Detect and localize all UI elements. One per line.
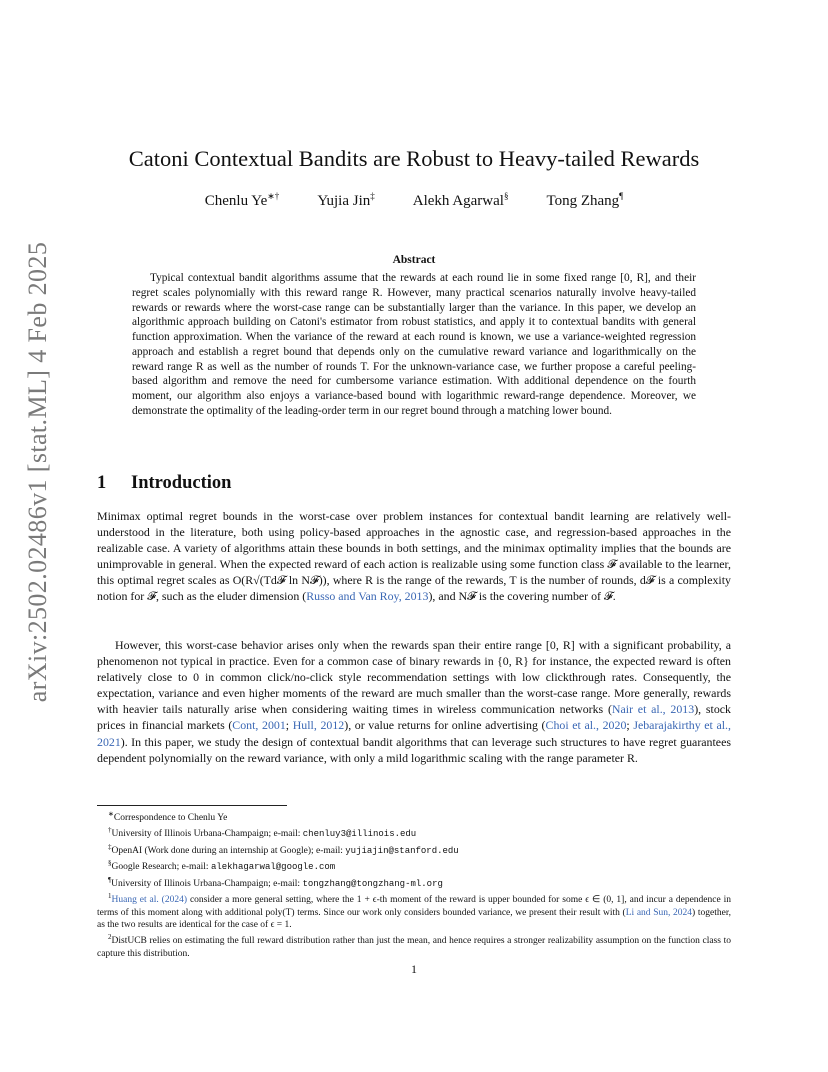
author: Tong Zhang¶ [546,191,624,209]
footnote: §Google Research; e-mail: alekhagarwal@google.com [108,859,336,873]
intro-paragraph: Minimax optimal regret bounds in the worst-case over problem instances for contextual bandit learning are relatively well-understood in the literature, both using policy-based approaches in the agnostic case, and regression-based approaches in the realizable case. A variety of algorithms attain these bounds in both settings, and the minimax optimality implies that the bounds are unimprovable in general. When the expected reward of each action is realizable using some function class 𝓕 available to the learner, this optimal regret scales as O(R√(Td𝓕 ln N𝓕)), where R is the range of the rewards, T is the number of rounds, d𝓕 is a complexity notion for 𝓕, such as the eluder dimension (Russo and Van Roy, 2013), and N𝓕 is the covering number of 𝓕. [97,509,731,604]
section-number: 1 [97,473,107,493]
citation-link[interactable]: Hull, 2012 [292,718,345,733]
footnote: ‡OpenAI (Work done during an internship at Google); e-mail: yujiajin@stanford.edu [108,842,459,857]
email[interactable]: alekhagarwal@google.com [210,862,336,873]
citation-link[interactable]: Huang et al. (2024) [111,895,188,906]
citation-link[interactable]: Russo and Van Roy, 2013 [306,589,429,604]
author: Chenlu Ye∗† [204,191,280,209]
footnote: $^2$DistUCB relies on estimating the full reward distribution rather than just the mean, and hence requires a stronger realizability assumption on the function class to capture this distribution. [97,933,731,959]
email[interactable]: tongzhang@tongzhang-ml.org [302,878,443,889]
abstract-heading: Abstract [392,254,436,266]
footnote: $^1$Huang et al. (2024) consider a more general setting, where the 1 + ϵ-th moment of the reward is upper bounded for some ϵ ∈ (0, 1], and incur a dependence in terms of this moment along with additional poly(T) terms. Since our work only considers bounded variance, we present their result with (Li and Sun, 2024) together, as the two results are identical for the case of ϵ = 1. [97,892,731,931]
author-list [97,191,731,210]
email[interactable]: yujiajin@stanford.edu [345,846,459,857]
abstract-text: Typical contextual bandit algorithms assume that the rewards at each round lie in some fixed range [0, R], and their regret scales polynomially with this reward range R. However, many practical scenarios naturally involve heavy-tailed rewards or rewards where the worst-case range can be substantially larger than the variance. In this paper, we develop an algorithmic approach building on Catoni's estimator from robust statistics, and apply it to contextual bandits with general function approximation. When the variance of the reward at each round is known, we use a variance-weighted regression approach and establish a regret bound that depends only on the cumulative reward variance and logarithmically on the reward range R as well as the number of rounds T. For the unknown-variance case, we further propose a careful peeling-based algorithm and remove the need for cumbersome variance estimation. With additional dependence on the fourth moment, our algorithm also enjoys a variance-based bound with logarithmic reward-range dependence. Moreover, we demonstrate the optimality of the leading-order term in our regret bound through a matching lower bound. [132,272,696,417]
author: Alekh Agarwal§ [412,191,509,209]
section-heading [97,473,231,494]
arxiv-identifier: arXiv:2502.02486v1 [stat.ML] 4 Feb 2025 [23,241,53,703]
intro-paragraph: However, this worst-case behavior arises only when the rewards span their entire range [0, R] with a significant probability, a phenomenon not typical in practice. Even for a common case of binary rewards in {0, R} for instance, the expected reward is often relatively close to 0 in common click/no-click style recommendation settings with low clickthrough rates. Consequently, the expectation, variance and even higher moments of the reward are much smaller than the worst-case range. More generally, rewards with heavier tails naturally arise when considering waiting times in wireless communication networks (Nair et al., 2013), stock prices in financial markets (Cont, 2001; Hull, 2012), or value returns for online advertising (Choi et al., 2020; Jebarajakirthy et al., 2021). In this paper, we study the design of contextual bandit algorithms that can leverage such structures to have regret guarantees dependent polynomially on the reward variance, with only a mild logarithmic scaling with the range parameter R. [97,638,731,765]
page-number: 1 [411,962,417,976]
footnote: ¶University of Illinois Urbana-Champaign; e-mail: tongzhang@tongzhang-ml.org [108,875,443,889]
arxiv-sidebar [14,241,62,703]
citation-link[interactable]: Nair et al., 2013 [611,702,695,717]
footnote: ∗Correspondence to Chenlu Ye [108,810,228,824]
paper-title: Catoni Contextual Bandits are Robust to Heavy-tailed Rewards [128,146,700,171]
citation-link[interactable]: Choi et al., 2020 [545,718,627,733]
citation-link[interactable]: Li and Sun, 2024 [625,907,693,918]
author: Yujia Jin‡ [317,191,375,209]
citation-link[interactable]: Cont, 2001 [232,718,286,733]
footnote-divider [97,805,287,806]
citation-link[interactable]: Jebarajakirthy et al., 2021 [97,718,731,749]
footnotes [97,808,731,960]
email[interactable]: chenluy3@illinois.edu [302,829,417,840]
footnote: †University of Illinois Urbana-Champaign; e-mail: chenluy3@illinois.edu [108,826,417,840]
section-title: Introduction [131,473,232,493]
